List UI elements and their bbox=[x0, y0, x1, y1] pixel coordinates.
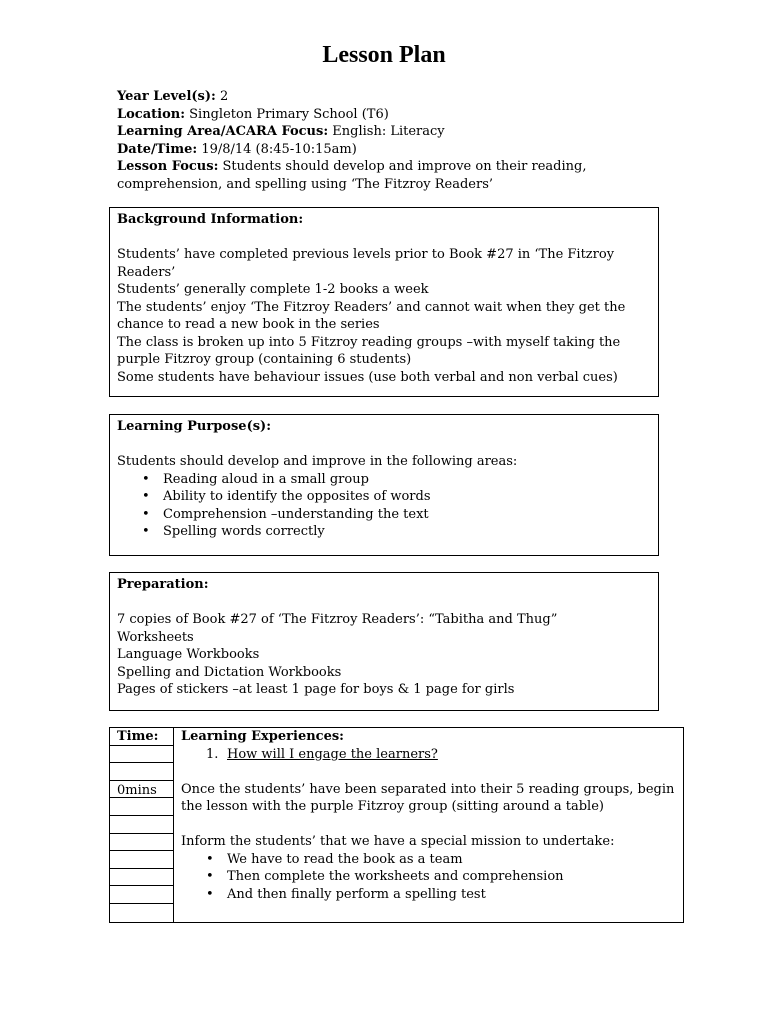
purpose-bullet: • Comprehension –understanding the text bbox=[117, 506, 651, 524]
experiences-bullet: • Then complete the worksheets and comprehension bbox=[181, 868, 676, 886]
year-level-label: Year Level(s): bbox=[117, 89, 216, 104]
purpose-bullet: • Spelling words correctly bbox=[117, 523, 651, 541]
location-row bbox=[117, 106, 657, 124]
purpose-heading: Learning Purpose(s): bbox=[117, 419, 271, 434]
lesson-focus-value: Students should develop and improve on their reading, comprehension, and spelling using ‘The Fitzroy Readers’ bbox=[117, 159, 587, 192]
experiences-para: Once the students’ have been separated into their 5 reading groups, begin the lesson with the purple Fitzroy group (sitting around a table) bbox=[181, 781, 675, 814]
preparation-heading: Preparation: bbox=[117, 577, 209, 592]
learning-area-value: English: Literacy bbox=[332, 124, 445, 139]
location-label: Location: bbox=[117, 106, 186, 122]
learning-experiences-table bbox=[109, 727, 684, 923]
lesson-focus-row bbox=[117, 158, 657, 193]
location-value: Singleton Primary School (T6) bbox=[189, 106, 389, 122]
time-column bbox=[110, 728, 174, 922]
date-value: 19/8/14 (8:45-10:15am) bbox=[201, 141, 357, 157]
preparation-box bbox=[109, 572, 659, 711]
background-line: Students’ have completed previous levels prior to Book #27 in ‘The Fitzroy Readers’ bbox=[117, 247, 615, 280]
background-line: The students’ enjoy ‘The Fitzroy Readers’ and cannot wait when they get the chance to read a new book in the series bbox=[117, 299, 626, 332]
date-label: Date/Time: bbox=[117, 141, 198, 157]
preparation-line: Spelling and Dictation Workbooks bbox=[117, 664, 342, 680]
engage-item-number: 1. bbox=[206, 746, 219, 762]
time-heading: Time: bbox=[110, 728, 173, 746]
time-cell bbox=[110, 763, 173, 781]
background-line: Some students have behaviour issues (use both verbal and non verbal cues) bbox=[117, 369, 618, 385]
experiences-para: Inform the students’ that we have a special mission to undertake: bbox=[181, 834, 615, 849]
date-row bbox=[117, 141, 657, 159]
purpose-bullet: • Reading aloud in a small group bbox=[117, 471, 651, 489]
time-cell bbox=[110, 851, 173, 869]
background-heading: Background Information: bbox=[117, 212, 304, 227]
time-value: 0mins bbox=[110, 781, 173, 799]
experiences-column bbox=[181, 728, 676, 903]
year-level-row bbox=[117, 88, 657, 106]
purpose-bullet: • Ability to identify the opposites of words bbox=[117, 488, 651, 506]
experiences-bullet: • We have to read the book as a team bbox=[181, 851, 676, 869]
background-line: The class is broken up into 5 Fitzroy reading groups –with myself taking the purple Fitzroy group (containing 6 students) bbox=[117, 334, 621, 367]
purpose-intro: Students should develop and improve in the following areas: bbox=[117, 454, 518, 469]
time-cell bbox=[110, 886, 173, 904]
experiences-bullet: • And then finally perform a spelling test bbox=[181, 886, 676, 904]
background-box bbox=[109, 207, 659, 397]
page-title: Lesson Plan bbox=[322, 42, 446, 68]
lesson-focus-label: Lesson Focus: bbox=[117, 159, 219, 174]
preparation-line: Worksheets bbox=[117, 629, 194, 645]
year-level-value: 2 bbox=[219, 89, 229, 104]
time-cell bbox=[110, 816, 173, 834]
learning-area-row bbox=[117, 123, 657, 141]
time-cell bbox=[110, 834, 173, 852]
experiences-heading: Learning Experiences: bbox=[181, 729, 344, 744]
lesson-meta bbox=[117, 88, 657, 193]
preparation-line: Language Workbooks bbox=[117, 647, 260, 662]
preparation-line: Pages of stickers –at least 1 page for boys & 1 page for girls bbox=[117, 682, 515, 697]
time-cell bbox=[110, 798, 173, 816]
engage-item bbox=[181, 746, 676, 764]
time-cell bbox=[110, 869, 173, 887]
experiences-list bbox=[181, 851, 676, 904]
purpose-box bbox=[109, 414, 659, 556]
preparation-line: 7 copies of Book #27 of ‘The Fitzroy Readers’: “Tabitha and Thug” bbox=[117, 612, 558, 627]
engage-item-title: How will I engage the learners? bbox=[227, 746, 438, 762]
time-cell bbox=[110, 746, 173, 764]
learning-area-label: Learning Area/ACARA Focus: bbox=[117, 124, 329, 139]
background-line: Students’ generally complete 1-2 books a week bbox=[117, 282, 429, 297]
purpose-list bbox=[117, 471, 651, 541]
